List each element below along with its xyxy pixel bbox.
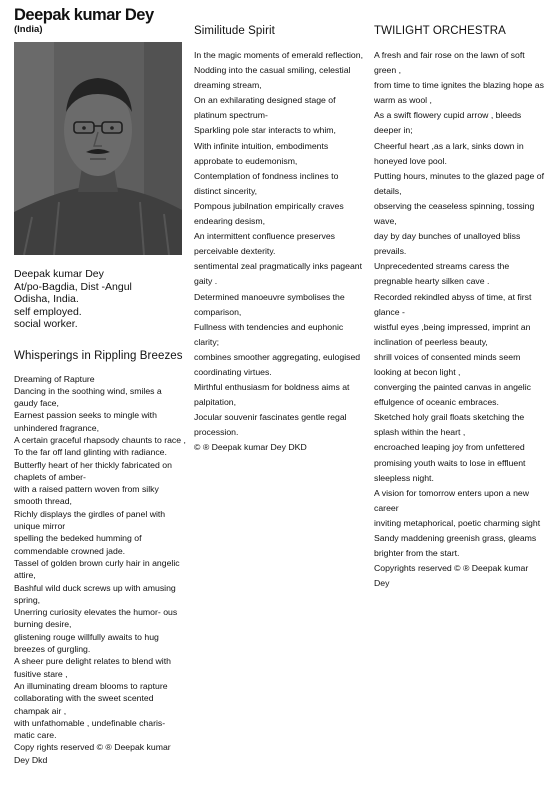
- poem-line: Copy rights reserved © ® Deepak kumar Dey Dkd: [14, 742, 171, 765]
- poem-body: [194, 48, 366, 456]
- poem-title: Similitude Spirit: [194, 25, 275, 37]
- poem-line: spelling the bedeked humming of commendable crowned jade.: [14, 533, 142, 556]
- poem-line: Richly displays the girdles of panel with unique mirror: [14, 508, 166, 532]
- poem-title: Whisperings in Rippling Breezes: [14, 349, 183, 362]
- right-column: [374, 0, 546, 591]
- bio-line: Deepak kumar Dey: [14, 268, 104, 280]
- poem-line: Dreaming of Rapture: [14, 373, 95, 384]
- poem-line: shrill voices of consented minds seem looking at becon light ,: [374, 351, 521, 377]
- poem-line: day by day bunches of unalloyed bliss prevails.: [374, 231, 521, 257]
- poem-line: Sketched holy grail floats sketching the splash within the heart ,: [374, 412, 525, 438]
- poem-line: An intermittent confluence preserves perceivable dexterity.: [194, 231, 336, 257]
- poem-line: A vision for tomorrow enters upon a new career: [374, 487, 530, 513]
- poem-line: Earnest passion seeks to mingle with unhindered fragrance,: [14, 410, 157, 433]
- poem-line: On an exhilarating designed stage of platinum spectrum-: [194, 95, 336, 121]
- poem-line: Sparkling pole star interacts to whim,: [194, 125, 336, 136]
- bio-line: self employed.: [14, 305, 82, 318]
- poem-line: With infinite intuition, embodiments approbate to eudemonism,: [194, 140, 329, 166]
- poem-line: combines smoother aggregating, eulogised coordinating virtues.: [194, 351, 361, 377]
- poem-line: Dancing in the soothing wind, smiles a gaudy face,: [14, 385, 162, 409]
- poem-line: Tassel of golden brown curly hair in angelic attire,: [14, 557, 180, 581]
- left-column: [14, 0, 186, 766]
- poem-line: observing the ceaseless spinning, tossing wave,: [374, 200, 535, 227]
- poem-line: with unfathomable , undefinable charis- matic care.: [14, 717, 166, 741]
- poem-line: encroached leaping joy from unfettered promising youth waits to lose in effluent sleepless night.: [374, 442, 526, 483]
- poem-line: converging the painted canvas in angelic effulgence of oceanic embraces.: [374, 382, 531, 408]
- poem-line: wistful eyes ,being impressed, imprint an inclination of peerless beauty,: [374, 321, 531, 347]
- poem-line: sentimental zeal pragmatically inks pageant gaity .: [194, 261, 363, 287]
- poem-line: Mirthful enthusiasm for boldness aims at palpitation,: [194, 382, 350, 408]
- poem-line: An illuminating dream blooms to rapture collaborating with the sweet scented champak air ,: [14, 680, 168, 716]
- poem-line: Determined manoeuvre symbolises the comparison,: [194, 291, 345, 317]
- bio-line: Odisha, India.: [14, 293, 79, 305]
- poem-line: A fresh and fair rose on the lawn of soft green ,: [374, 50, 525, 76]
- poem-line: A certain graceful rhapsody chaunts to race ,: [14, 434, 186, 445]
- bio-line: social worker.: [14, 318, 78, 330]
- poem-line: Nodding into the casual smiling, celestial dreaming stream,: [194, 65, 351, 91]
- poem-line: Butterfly heart of her thickly fabricated on chaplets of amber-: [14, 459, 172, 482]
- poem-line: with a raised pattern woven from silky smooth thread,: [14, 484, 159, 507]
- poem-title: TWILIGHT ORCHESTRA: [374, 25, 506, 37]
- poem-body: [374, 48, 546, 591]
- poem-line: Pompous jubilnation empirically craves endearing desism,: [194, 200, 344, 227]
- poem-line: from time to time ignites the blazing hope as warm as wool ,: [374, 80, 544, 106]
- author-photo: [14, 42, 182, 255]
- poem-line: Sandy maddening greenish grass, gleams brighter from the start.: [374, 533, 537, 559]
- poem-line: inviting metaphorical, poetic charming sight: [374, 517, 541, 528]
- poem-line: Contemplation of fondness inclines to distinct sincerity,: [194, 170, 339, 196]
- author-name: Deepak kumar Dey: [14, 6, 154, 24]
- author-bio: [14, 268, 186, 331]
- poem-line: Copyrights reserved © ® Deepak kumar Dey: [374, 563, 529, 589]
- poem-line: As a swift flowery cupid arrow , bleeds deeper in;: [374, 110, 522, 136]
- poem-line: To the far off land glinting with radiance.: [14, 447, 167, 458]
- poem-line: Unerring curiosity elevates the humor- ous burning desire,: [14, 607, 178, 630]
- poem-line: Jocular souvenir fascinates gentle regal procession.: [194, 412, 347, 438]
- poem-line: Fullness with tendencies and euphonic clarity;: [194, 321, 344, 347]
- poem-line: glistening rouge willfully awaits to hug breezes of gurgling.: [14, 631, 159, 655]
- middle-column: [194, 0, 366, 456]
- poem-line: Recorded rekindled abyss of time, at first glance -: [374, 291, 532, 317]
- poem-line: © ® Deepak kumar Dey DKD: [194, 442, 307, 453]
- author-country: (India): [14, 24, 43, 35]
- poem-line: In the magic moments of emerald reflection,: [194, 50, 363, 60]
- poem-body: [14, 373, 186, 767]
- bio-line: At/po-Bagdia, Dist -Angul: [14, 280, 132, 293]
- poem-line: Bashful wild duck screws up with amusing spring,: [14, 582, 176, 605]
- poem-line: A sheer pure delight relates to blend with fusitive stare ,: [14, 656, 171, 679]
- poem-line: Unprecedented streams caress the pregnable hearty silken cave .: [374, 261, 510, 287]
- poem-line: Cheerful heart ,as a lark, sinks down in honeyed love pool.: [374, 140, 524, 166]
- poem-line: Putting hours, minutes to the glazed page of details,: [374, 170, 545, 196]
